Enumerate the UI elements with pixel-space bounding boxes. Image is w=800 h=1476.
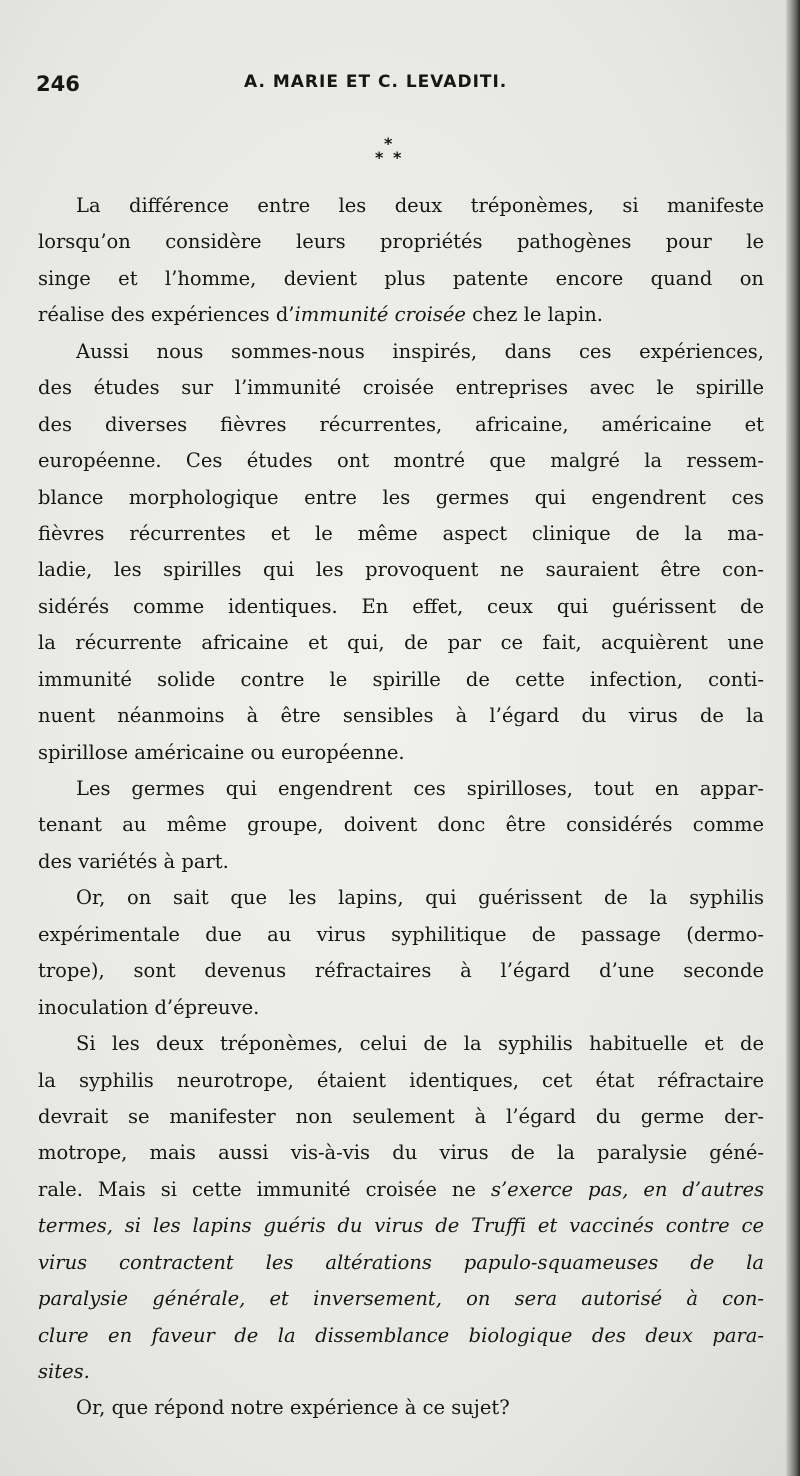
text-run: la syphilis neurotrope, étaient identiques, cet état réfractaire — [38, 1068, 764, 1092]
text-run: Si les deux tréponèmes, celui de la syphilis habituelle et de — [76, 1032, 764, 1056]
text-run: tenant au même groupe, doivent donc être considérés comme — [38, 813, 764, 837]
italic-run: paralysie générale, et inversement, on sera autorisé à con- — [38, 1287, 764, 1311]
text-run: des diverses fièvres récurrentes, africaine, américaine et — [38, 412, 764, 436]
text-line — [38, 1063, 764, 1099]
text-run: blance morphologique entre les germes qui engendrent ces — [38, 485, 764, 509]
text-line — [38, 880, 764, 916]
text-line — [38, 662, 764, 698]
text-line — [38, 698, 764, 734]
text-line — [38, 407, 764, 443]
text-run: ladie, les spirilles qui les provoquent ne sauraient être con- — [38, 558, 764, 582]
text-line — [38, 1135, 764, 1171]
text-line — [38, 917, 764, 953]
text-run: réalise des expériences d’ — [38, 303, 295, 327]
text-line — [38, 1099, 764, 1135]
text-line — [38, 1245, 764, 1281]
text-run: Or, on sait que les lapins, qui guérissent de la syphilis — [76, 886, 764, 910]
text-run: devrait se manifester non seulement à l’égard du germe der- — [38, 1104, 764, 1128]
page-edge-shadow — [786, 0, 800, 1476]
text-line — [38, 480, 764, 516]
italic-run: s’exerce pas, en d’autres — [490, 1177, 764, 1201]
asterisk: * — [375, 148, 384, 167]
asterisk: * — [384, 134, 393, 153]
text-run: singe et l’homme, devient plus patente encore quand on — [38, 266, 764, 290]
text-run: nuent néanmoins à être sensibles à l’égard du virus de la — [38, 704, 764, 728]
text-line — [38, 370, 764, 406]
text-line — [38, 516, 764, 552]
text-run: Or, que répond notre expérience à ce sujet? — [76, 1396, 510, 1420]
text-run: lorsqu’on considère leurs propriétés pathogènes pour le — [38, 230, 764, 254]
text-line — [38, 224, 764, 260]
asterisk: * — [393, 148, 402, 167]
body-text — [38, 188, 764, 1427]
text-line — [38, 334, 764, 370]
italic-run: clure en faveur de la dissemblance biologique des deux para- — [38, 1323, 764, 1347]
text-run: expérimentale due au virus syphilitique de passage (dermo- — [38, 922, 764, 946]
text-line — [38, 844, 764, 880]
text-line — [38, 297, 764, 333]
text-line — [38, 552, 764, 588]
text-run: La différence entre les deux tréponèmes, si manifeste — [76, 194, 764, 217]
text-line — [38, 953, 764, 989]
text-line — [38, 443, 764, 479]
text-run: fièvres récurrentes et le même aspect clinique de la ma- — [38, 521, 764, 545]
italic-run: virus contractent les altérations papulo-squameuses de la — [38, 1250, 764, 1274]
text-line — [38, 589, 764, 625]
text-line — [38, 771, 764, 807]
page-number: 246 — [36, 72, 80, 96]
text-run: spirillose américaine ou européenne. — [38, 740, 405, 764]
text-line — [38, 807, 764, 843]
text-line — [38, 1172, 764, 1208]
text-line — [38, 990, 764, 1026]
text-run: européenne. Ces études ont montré que malgré la ressem- — [38, 449, 764, 473]
text-line — [38, 188, 764, 224]
text-line — [38, 1208, 764, 1244]
text-line — [38, 1318, 764, 1354]
text-run: chez le lapin. — [465, 303, 603, 327]
text-line — [38, 1026, 764, 1062]
text-run: des variétés à part. — [38, 849, 229, 873]
text-run: immunité solide contre le spirille de cette infection, conti- — [38, 667, 764, 691]
text-run: trope), sont devenus réfractaires à l’égard d’une seconde — [38, 959, 764, 983]
text-line — [38, 1281, 764, 1317]
text-line — [38, 261, 764, 297]
text-run: Aussi nous sommes-nous inspirés, dans ces expériences, — [76, 339, 764, 363]
italic-run: immunité croisée — [294, 303, 466, 327]
text-run: rale. Mais si cette immunité croisée ne — [38, 1177, 491, 1201]
text-run: sidérés comme identiques. En effet, ceux qui guérissent de — [38, 594, 764, 618]
running-head: A. MARIE ET C. LEVADITI. — [244, 72, 508, 92]
italic-run: termes, si les lapins guéris du virus de Truffi et vaccinés contre ce — [38, 1214, 764, 1238]
text-run: inoculation d’épreuve. — [38, 995, 260, 1019]
asterism-separator — [372, 134, 412, 174]
text-line — [38, 1354, 764, 1390]
italic-run: sites. — [38, 1360, 90, 1383]
text-run: Les germes qui engendrent ces spirilloses, tout en appar- — [76, 777, 764, 800]
text-run: des études sur l’immunité croisée entreprises avec le spirille — [38, 376, 764, 400]
text-line — [38, 1390, 764, 1426]
text-run: la récurrente africaine et qui, de par ce fait, acquièrent une — [38, 631, 764, 655]
text-line — [38, 625, 764, 661]
text-line — [38, 735, 764, 771]
text-run: motrope, mais aussi vis-à-vis du virus de la paralysie géné- — [38, 1141, 764, 1165]
